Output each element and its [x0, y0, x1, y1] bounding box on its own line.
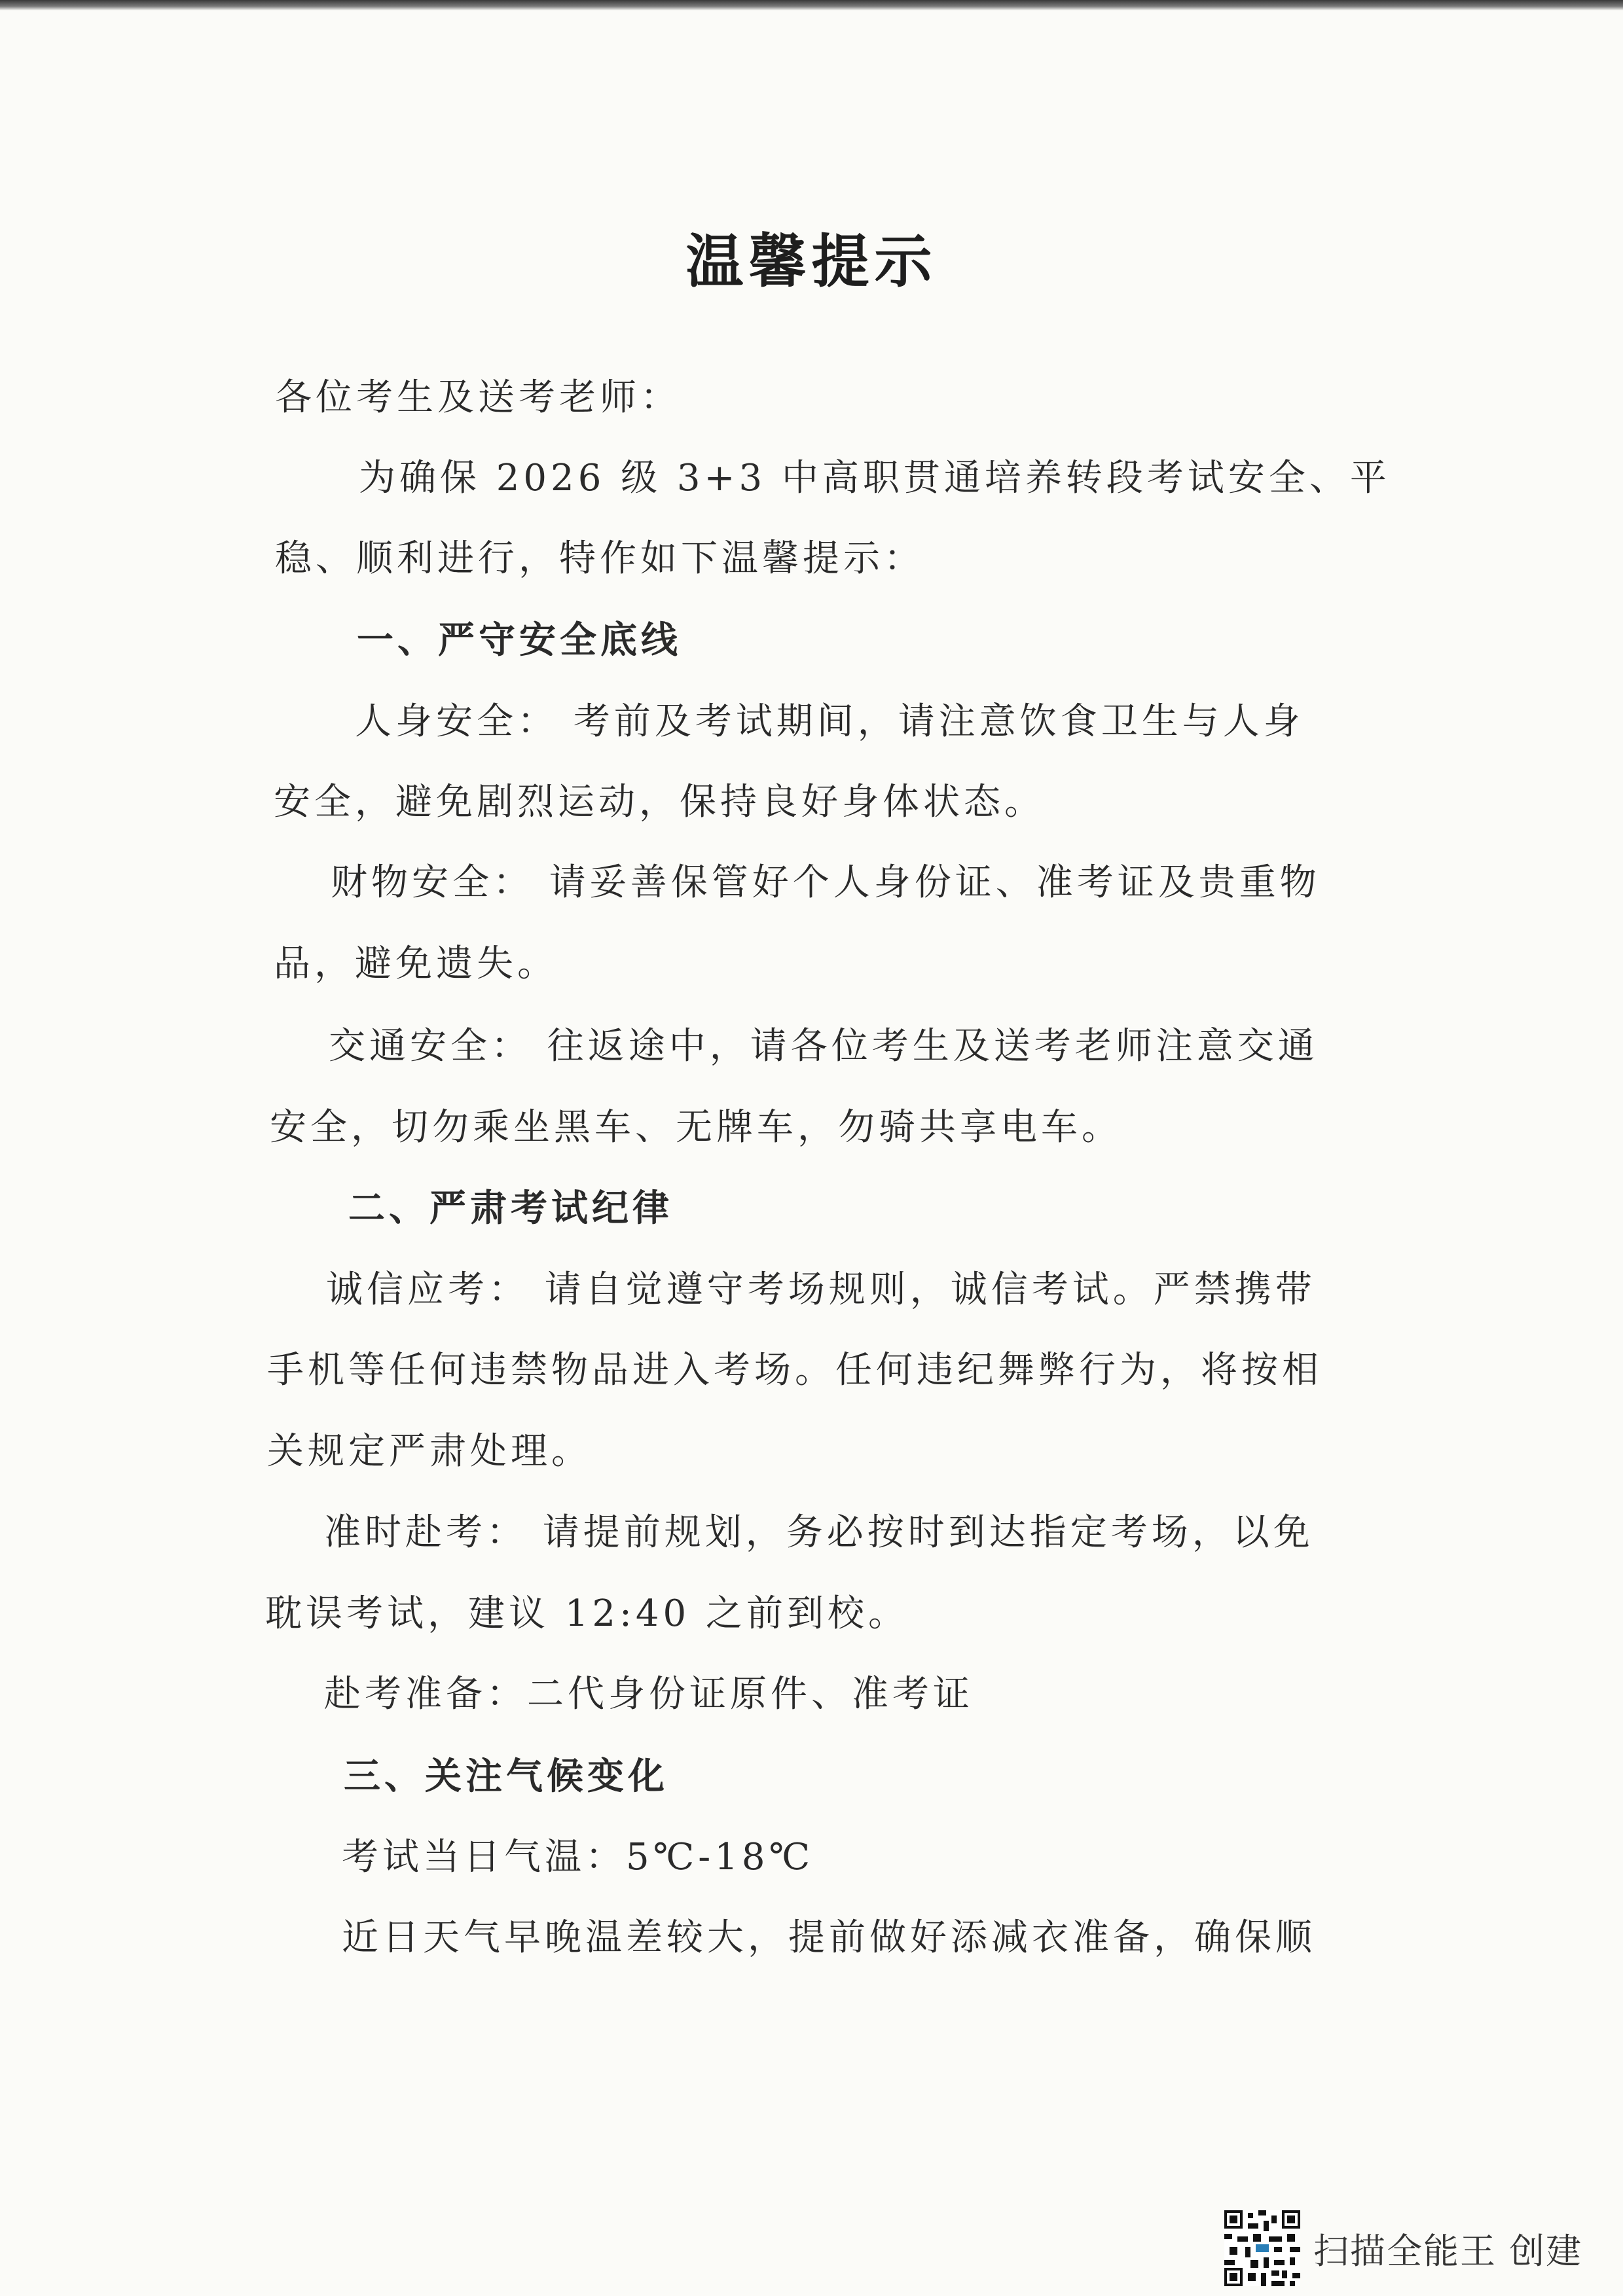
s1-traffic-safety-line-1: 交通安全： 往返途中，请各位考生及送考老师注意交通: [329, 1025, 1319, 1067]
s1-personal-safety-line-1: 人身安全： 考前及考试期间，请注意饮食卫生与人身: [355, 700, 1304, 743]
qr-code-icon: [1224, 2210, 1300, 2286]
s3-weather-advice-line-1: 近日天气早晚温差较大，提前做好添减衣准备，确保顺: [342, 1916, 1316, 1959]
s1-property-safety-line-2: 品，避免遗失。: [274, 942, 558, 985]
scanner-watermark: [1224, 2206, 1582, 2291]
s1-personal-safety-line-2: 安全，避免剧烈运动，保持良好身体状态。: [274, 781, 1045, 823]
s2-integrity-line-1: 诚信应考： 请自觉遵守考场规则，诚信考试。严禁携带: [326, 1268, 1316, 1311]
section-2-heading: 二、严肃考试纪律: [348, 1187, 673, 1230]
intro-line-1: 为确保 2026 级 3+3 中高职贯通培养转段考试安全、平: [359, 457, 1391, 499]
section-1-heading: 一、严守安全底线: [357, 619, 682, 662]
s3-temperature-line: 考试当日气温：5℃-18℃: [342, 1836, 814, 1878]
s1-traffic-safety-line-2: 安全，切勿乘坐黑车、无牌车，勿骑共享电车。: [270, 1106, 1122, 1149]
watermark-label: 扫描全能王 创建: [1313, 2230, 1583, 2272]
s2-integrity-line-3: 关规定严肃处理。: [267, 1430, 592, 1473]
s2-punctuality-line-2: 耽误考试，建议 12:40 之前到校。: [265, 1592, 909, 1635]
intro-line-2: 稳、顺利进行，特作如下温馨提示：: [275, 537, 924, 580]
s1-property-safety-line-1: 财物安全： 请妥善保管好个人身份证、准考证及贵重物: [331, 861, 1321, 904]
s2-integrity-line-2: 手机等任何违禁物品进入考场。任何违纪舞弊行为，将按相: [267, 1349, 1322, 1391]
page-title: 温馨提示: [685, 227, 938, 295]
section-3-heading: 三、关注气候变化: [344, 1755, 668, 1798]
s2-punctuality-line-1: 准时赴考： 请提前规划，务必按时到达指定考场，以免: [324, 1511, 1314, 1554]
greeting: 各位考生及送考老师：: [275, 376, 681, 419]
s2-preparation-line-1: 赴考准备：二代身份证原件、准考证: [324, 1673, 974, 1715]
